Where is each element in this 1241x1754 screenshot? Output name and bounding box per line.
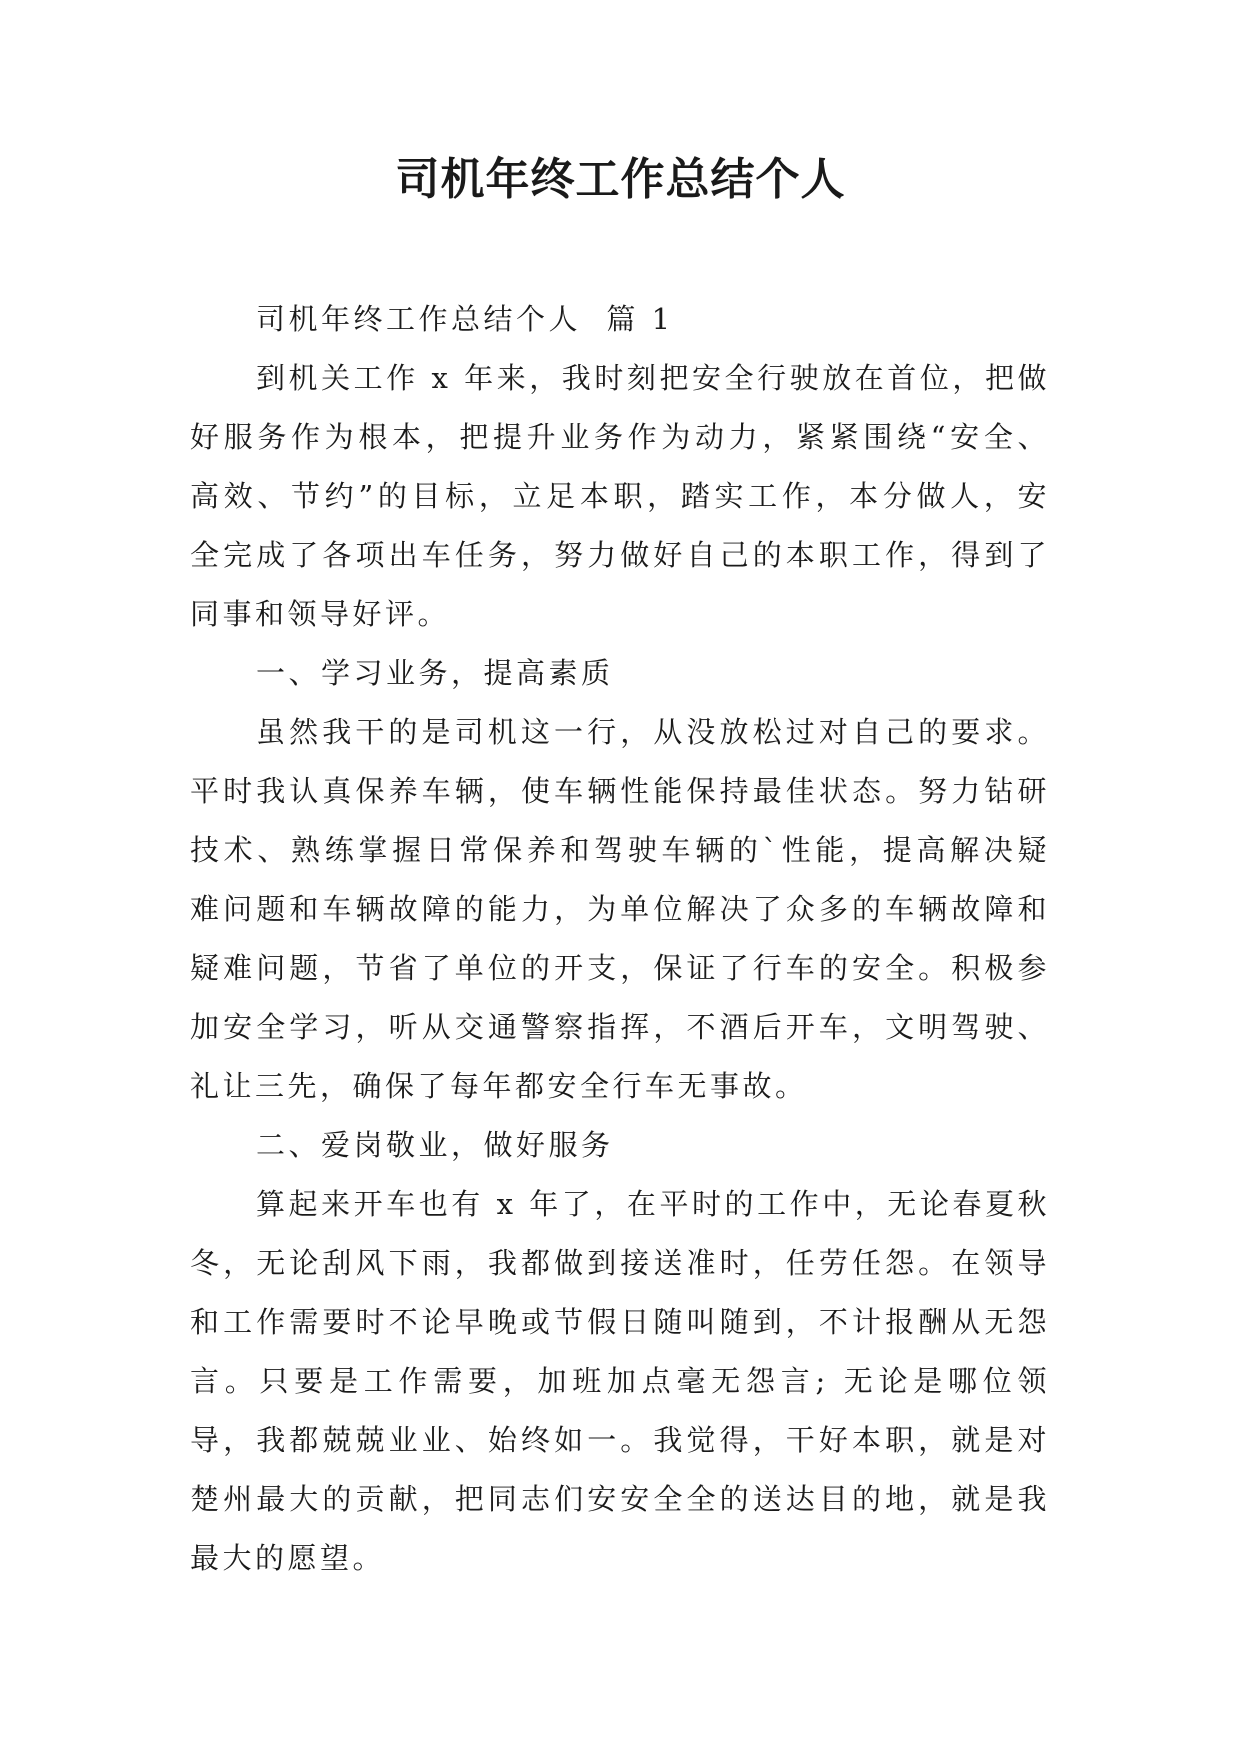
paragraph-service: 算起来开车也有 x 年了，在平时的工作中，无论春夏秋冬，无论刮风下雨，我都做到接送准时，任劳任怨。在领导和工作需要时不论早晚或节假日随叫随到，不计报酬从无怨言。只要是工作需要，加班加点毫无怨言; 无论是哪位领导，我都兢兢业业、始终如一。我觉得，干好本职，就是对楚州最大的贡献，把同志们安安全全的送达目的地，就是我最大的愿望。 [190,1187,1050,1575]
section-heading-2: 二、爱岗敬业，做好服务 [256,1128,614,1162]
document-body [190,290,1050,1588]
paragraph-study: 虽然我干的是司机这一行，从没放松过对自己的要求。平时我认真保养车辆，使车辆性能保持最佳状态。努力钻研技术、熟练掌握日常保养和驾驶车辆的`性能，提高解决疑难问题和车辆故障的能力，为单位解决了众多的车辆故障和疑难问题，节省了单位的开支，保证了行车的安全。积极参加安全学习，听从交通警察指挥，不酒后开车，文明驾驶、礼让三先，确保了每年都安全行车无事故。 [190,715,1050,1103]
paragraph-intro: 到机关工作 x 年来，我时刻把安全行驶放在首位，把做好服务作为根本，把提升业务作为动力，紧紧围绕“安全、高效、节约”的目标，立足本职，踏实工作，本分做人，安全完成了各项出车任务，努力做好自己的本职工作，得到了同事和领导好评。 [190,361,1050,631]
document-title: 司机年终工作总结个人 [395,154,846,205]
section-subtitle: 司机年终工作总结个人 篇 1 [256,302,674,336]
section-heading-1: 一、学习业务，提高素质 [256,656,614,690]
